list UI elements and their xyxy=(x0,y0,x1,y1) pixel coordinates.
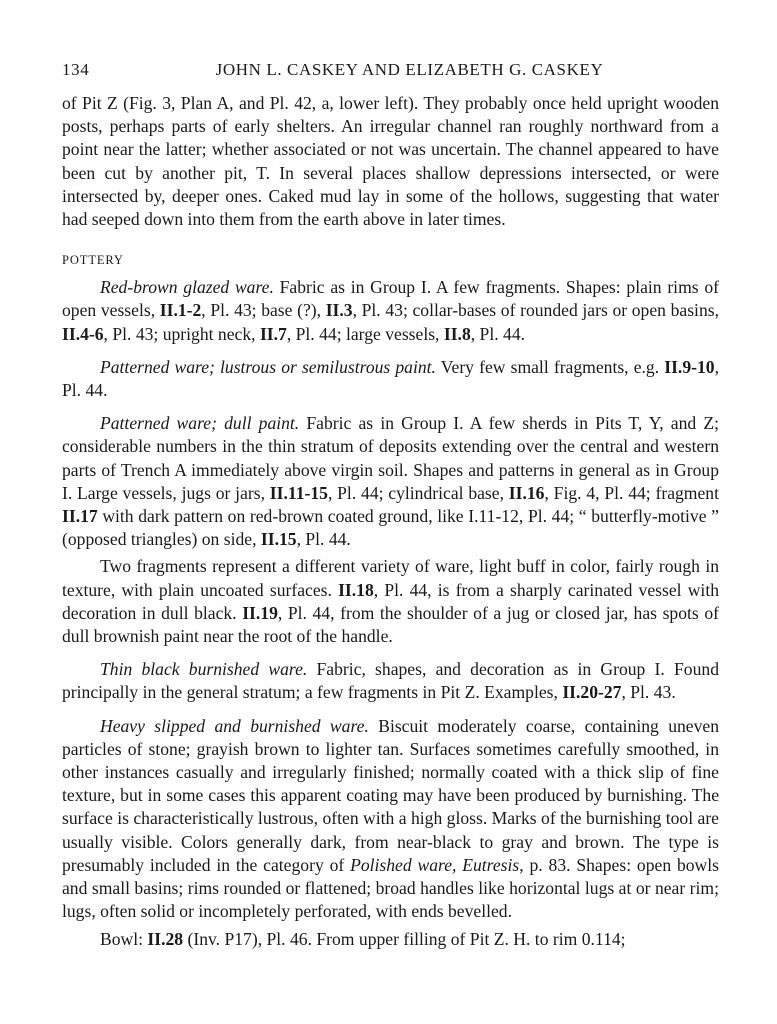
paragraph-patterned-ware-lustrous: Patterned ware; lustrous or semilustrous paint. Very few small fragments, e.g. II.9-10, Pl. 44. xyxy=(62,356,719,401)
paragraph-thin-black-burnished-ware: Thin black burnished ware. Fabric, shapes, and decoration as in Group I. Found principally in the general stratum; a few fragments in Pit Z. Examples, II.20-27, Pl. 43. xyxy=(62,659,719,703)
catalog-ref: II.9-10 xyxy=(664,356,715,377)
catalog-ref: II.11-15 xyxy=(269,482,328,503)
bibliographic-ref: Polished ware, Eutresis xyxy=(350,854,520,875)
catalog-ref: II.20-27 xyxy=(562,682,622,703)
paragraph-light-buff-fragments: Two fragments represent a different variety of ware, light buff in color, fairly rough in texture, with plain uncoated surfaces. II.18, Pl. 44, is from a sharply carinated vessel with decoration in dull black. II.19, Pl. 44, from the shoulder of a jug or closed jar, has spots of dull brownish paint near the root of the handle. xyxy=(62,556,720,647)
catalog-ref: II.7 xyxy=(259,323,287,344)
running-header xyxy=(62,60,719,80)
paragraph-bowl-entry: Bowl: II.28 (Inv. P17), Pl. 46. From upper filling of Pit Z. H. to rim 0.114; xyxy=(100,928,626,949)
ware-title: Thin black burnished ware. xyxy=(100,659,308,680)
paragraph-red-brown-glazed-ware: Red-brown glazed ware. Fabric as in Group I. A few fragments. Shapes: plain rims of open vessels, II.1-2, Pl. 43; base (?), II.3, Pl. 43; collar-bases of rounded jars or open basins, II.4-6, Pl. 43; upright neck, II.7, Pl. 44; large vessels, II.8, Pl. 44. xyxy=(62,277,719,344)
catalog-ref: II.28 xyxy=(147,928,184,949)
catalog-ref: II.16 xyxy=(508,482,545,503)
catalog-ref: II.8 xyxy=(443,323,471,344)
ware-title: Patterned ware; lustrous or semilustrous paint. xyxy=(100,356,436,377)
paragraph-patterned-ware-dull: Patterned ware; dull paint. Fabric as in Group I. A few sherds in Pits T, Y, and Z; considerable numbers in the thin stratum of deposits extending over the central and western parts of Trench A immediately above virgin soil. Shapes and patterns in general as in Group I. Large vessels, jugs or jars, II.11-15, Pl. 44; cylindrical base, II.16, Fig. 4, Pl. 44; fragment II.17 with dark pattern on red-brown coated ground, like I.11-12, Pl. 44; “ butterfly-motive ” (opposed triangles) on side, II.15, Pl. 44. xyxy=(62,413,719,550)
catalog-ref: II.4-6 xyxy=(62,323,104,344)
catalog-ref: II.1-2 xyxy=(159,300,202,321)
ware-title: Red-brown glazed ware. xyxy=(100,277,274,298)
catalog-ref: II.3 xyxy=(325,300,353,321)
catalog-ref: II.15 xyxy=(260,529,297,550)
catalog-ref: II.18 xyxy=(338,579,374,600)
section-heading-pottery: POTTERY xyxy=(62,253,124,268)
catalog-ref: II.17 xyxy=(62,506,98,527)
ware-title: Patterned ware; dull paint. xyxy=(100,413,300,434)
paragraph-heavy-slipped-burnished-ware: Heavy slipped and burnished ware. Biscuit moderately coarse, containing uneven particles of stone; grayish brown to lighter tan. Surfaces sometimes carefully smoothed, in other instances casually and irregularly finished; normally coated with a thick slip of fine texture, but in some cases this apparent coating may have been produced by burnishing. The surface is characteristically lustrous, often with a high gloss. Marks of the burnishing tool are usually visible. Colors generally dark, from near-black to gray and brown. The type is presumably included in the category of Polished ware, Eutresis, p. 83. Shapes: open bowls and small basins; rims rounded or flattened; broad handles like horizontal lugs at or near rim; lugs, often solid or incompletely perforated, with ends bevelled. xyxy=(62,715,719,922)
page-number: 134 xyxy=(62,60,90,79)
paragraph-pit-z: of Pit Z (Fig. 3, Plan A, and Pl. 42, a, lower left). They probably once held upright wooden posts, perhaps parts of early shelters. An irregular channel ran roughly northward from a point near the latter; whether associated or not was uncertain. The channel appeared to have been cut by another pit, T. In several places shallow depressions intersected, or were intersected by, deeper ones. Caked mud lay in some of the hollows, suggesting that water had seeped down into them from the earth above in later times. xyxy=(62,93,719,230)
catalog-ref: II.19 xyxy=(242,602,278,623)
ware-title: Heavy slipped and burnished ware. xyxy=(100,715,369,736)
running-title: JOHN L. CASKEY AND ELIZABETH G. CASKEY xyxy=(215,60,604,79)
